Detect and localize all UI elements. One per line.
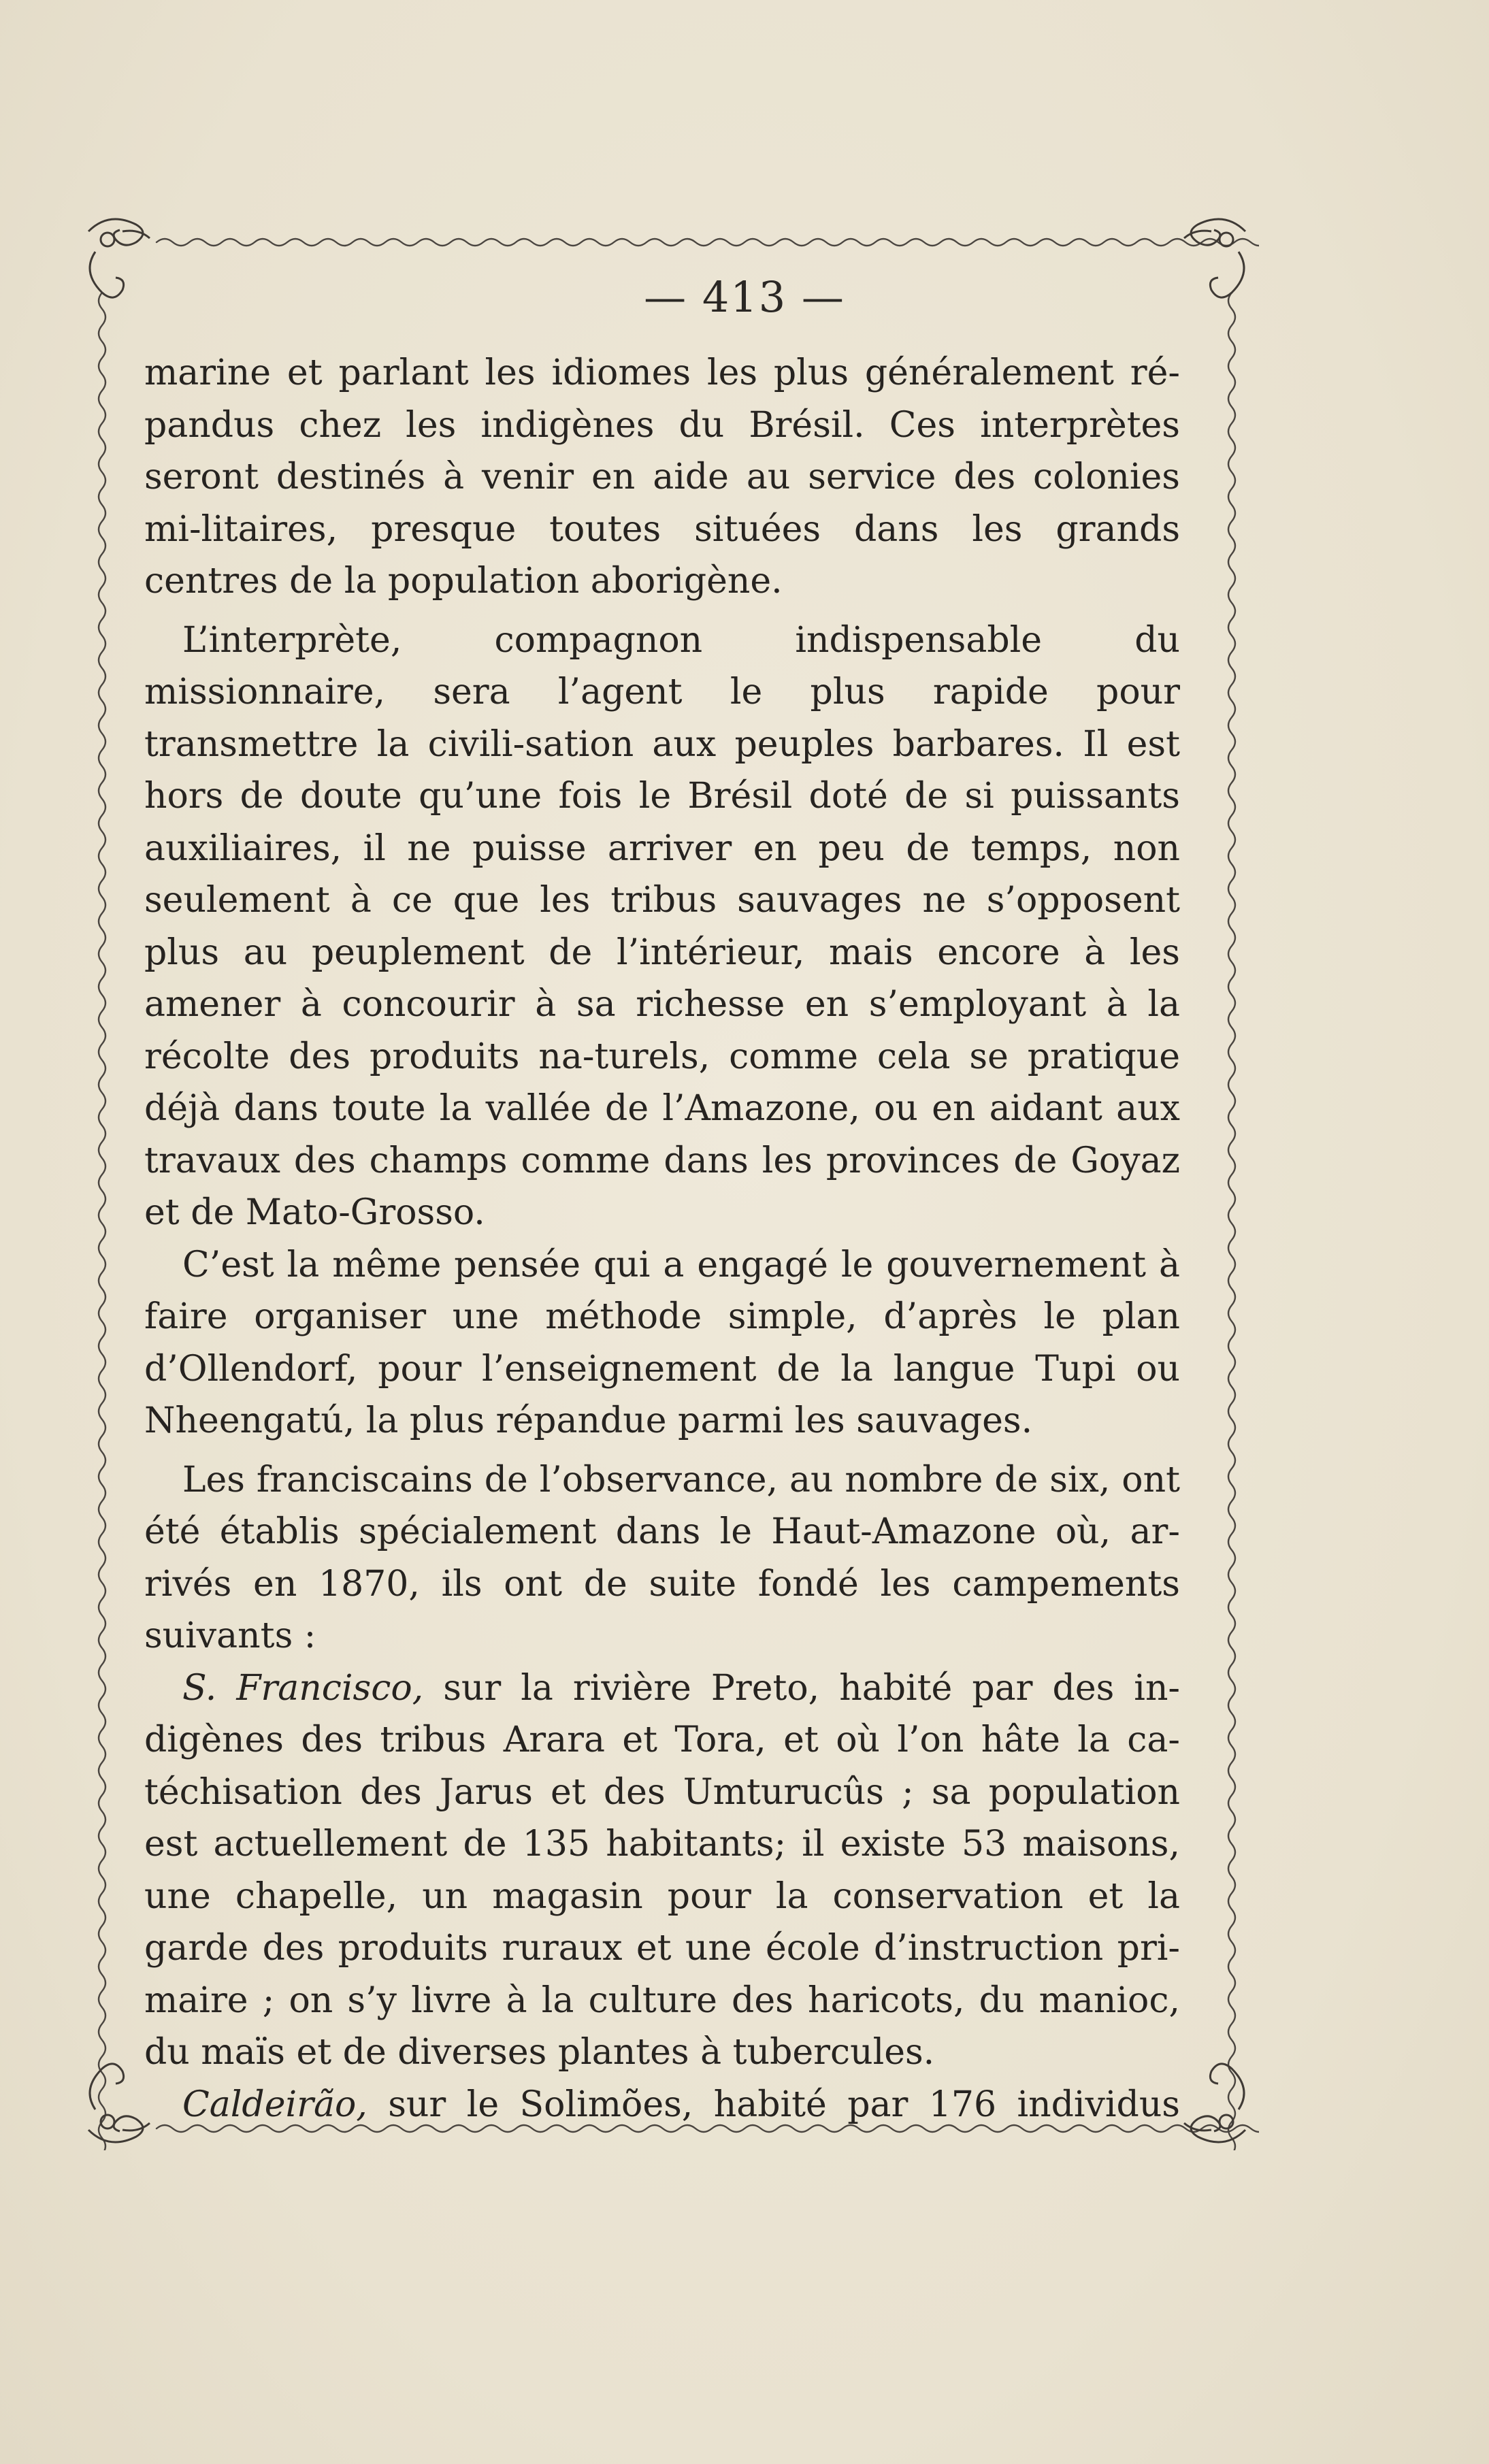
place-name-italic: Caldeirão, xyxy=(182,2084,367,2125)
paragraph-6 xyxy=(144,2079,1180,2131)
paragraph-4: Les franciscains de l’observance, au nombre de six, ont été établis spécialement dans le Haut-Amazone où, ar-rivés en 1870, ils ont de suite fondé les campements suivants : xyxy=(144,1459,1180,1656)
paragraph-5 xyxy=(144,1662,1180,2079)
paragraph-6-text: sur le Solimões, habité par 176 individus xyxy=(367,2084,1180,2125)
paragraph-5-text: sur la rivière Preto, habité par des in-digènes des tribus Arara et Tora, et où l’on hâte la ca-téchisation des Jarus et des Umturucûs ; sa population est actuellement de 135 habitants; il existe 53 maisons, une chapelle, un magasin pour la conservation et la garde des produits ruraux et une école d’instruction pri-maire ; on s’y livre à la culture des haricots, du manioc, du maïs et de diverses plantes à tubercules. xyxy=(144,1667,1181,2073)
paragraph-3: C’est la même pensée qui a engagé le gouvernement à faire organiser une méthode simple, d’après le plan d’Ollendorf, pour l’enseignement de la langue Tupi ou Nheengatú, la plus répandue parmi les sauvages. xyxy=(144,1244,1180,1441)
paragraph-2: L’interprète, compagnon indispensable du missionnaire, sera l’agent le plus rapide pour transmettre la civili-sation aux peuples barbares. Il est hors de doute qu’une fois le Brésil doté de si puissants auxiliaires, il ne puisse arriver en peu de temps, non seulement à ce que les tribus sauvages ne s’opposent plus au peuplement de l’intérieur, mais encore à les amener à concourir à sa richesse en s’employant à la récolte des produits na-turels, comme cela se pratique déjà dans toute la vallée de l’Amazone, ou en aidant aux travaux des champs comme dans les provinces de Goyaz et de Mato-Grosso. xyxy=(144,619,1180,1233)
paragraph-1: marine et parlant les idiomes les plus généralement ré-pandus chez les indigènes du Brésil. Ces interprètes seront destinés à venir en aide au service des colonies mi-litaires, presque toutes situées dans les grands centres de la population aborigène. xyxy=(144,352,1180,602)
place-name-italic: S. Francisco, xyxy=(182,1667,424,1709)
page-number: — 413 — xyxy=(644,272,845,322)
body-text xyxy=(144,347,1180,2131)
